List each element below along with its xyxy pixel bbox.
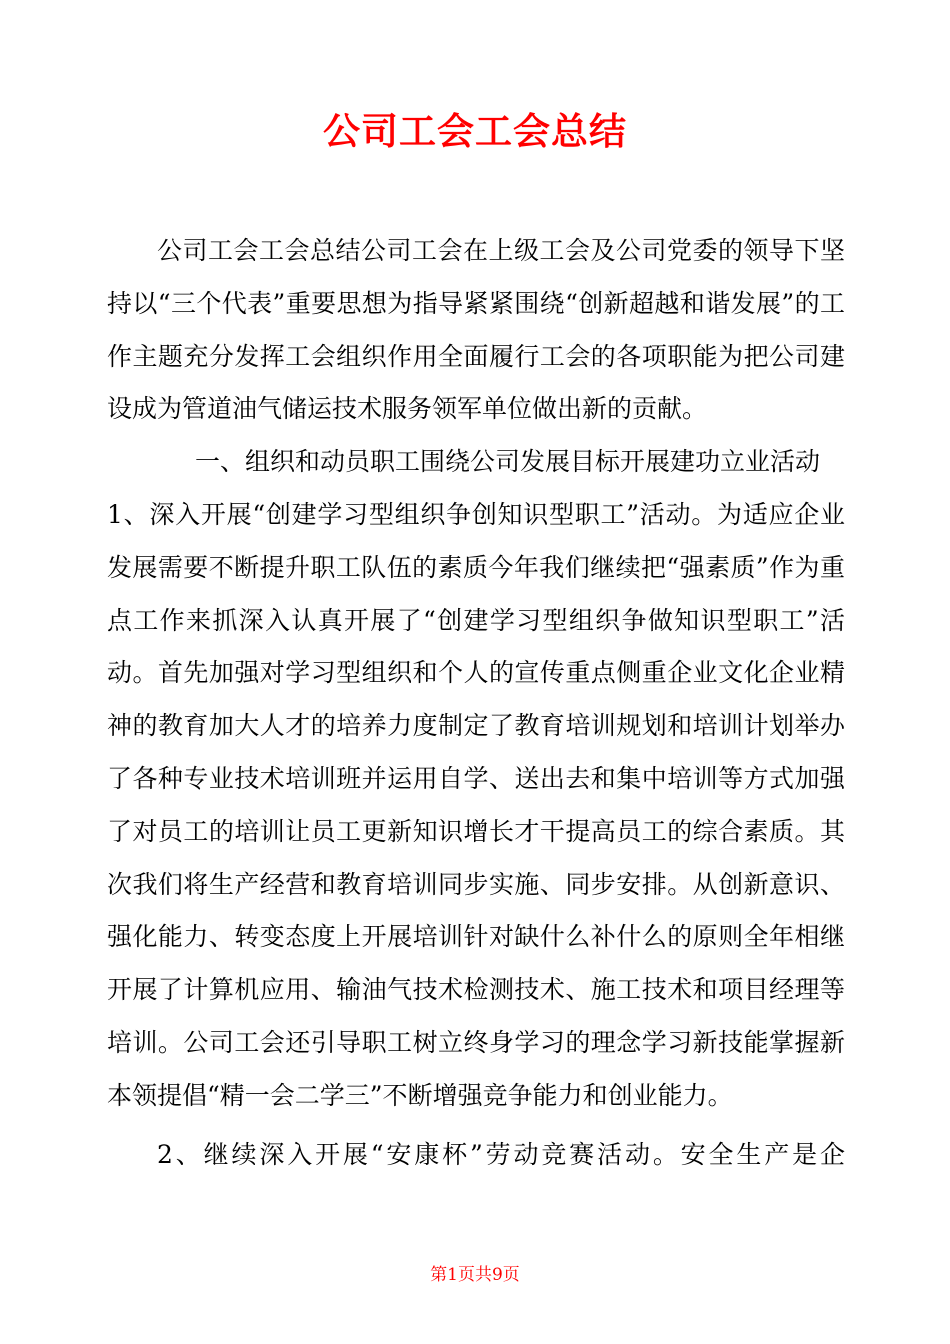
document-title: 公司工会工会总结 bbox=[323, 110, 627, 153]
page-footer: 第1页共9页 bbox=[430, 1265, 520, 1285]
section-heading: 一、组织和动员职工围绕公司发展目标开展建功立业活动 bbox=[195, 447, 821, 477]
intro-paragraph: 公司工会工会总结公司工会在上级工会及公司党委的领导下坚持以“三个代表”重要思想为指导紧紧围绕“创新超越和谐发展”的工作主题充分发挥工会组织作用全面履行工会的各项职能为把公司建设成为管道油气储运技术服务领军单位做出新的贡献。 bbox=[107, 236, 845, 424]
paragraph-item-1: 1、深入开展“创建学习型组织争创知识型职工”活动。为适应企业发展需要不断提升职工队伍的素质今年我们继续把“强素质”作为重点工作来抓深入认真开展了“创建学习型组织争做知识型职工”活动。首先加强对学习型组织和个人的宣传重点侧重企业文化企业精神的教育加大人才的培养力度制定了教育培训规划和培训计划举办了各种专业技术培训班并运用自学、送出去和集中培训等方式加强了对员工的培训让员工更新知识增长才干提高员工的综合素质。其次我们将生产经营和教育培训同步实施、同步安排。从创新意识、强化能力、转变态度上开展培训针对缺什么补什么的原则全年相继开展了计算机应用、输油气技术检测技术、施工技术和项目经理等培训。公司工会还引导职工树立终身学习的理念学习新技能掌握新本领提倡“精一会二学三”不断增强竞争能力和创业能力。 bbox=[107, 499, 845, 1110]
document-body bbox=[107, 225, 845, 1181]
paragraph-item-2: 2、继续深入开展“安康杯”劳动竞赛活动。安全生产是企 bbox=[157, 1139, 845, 1169]
